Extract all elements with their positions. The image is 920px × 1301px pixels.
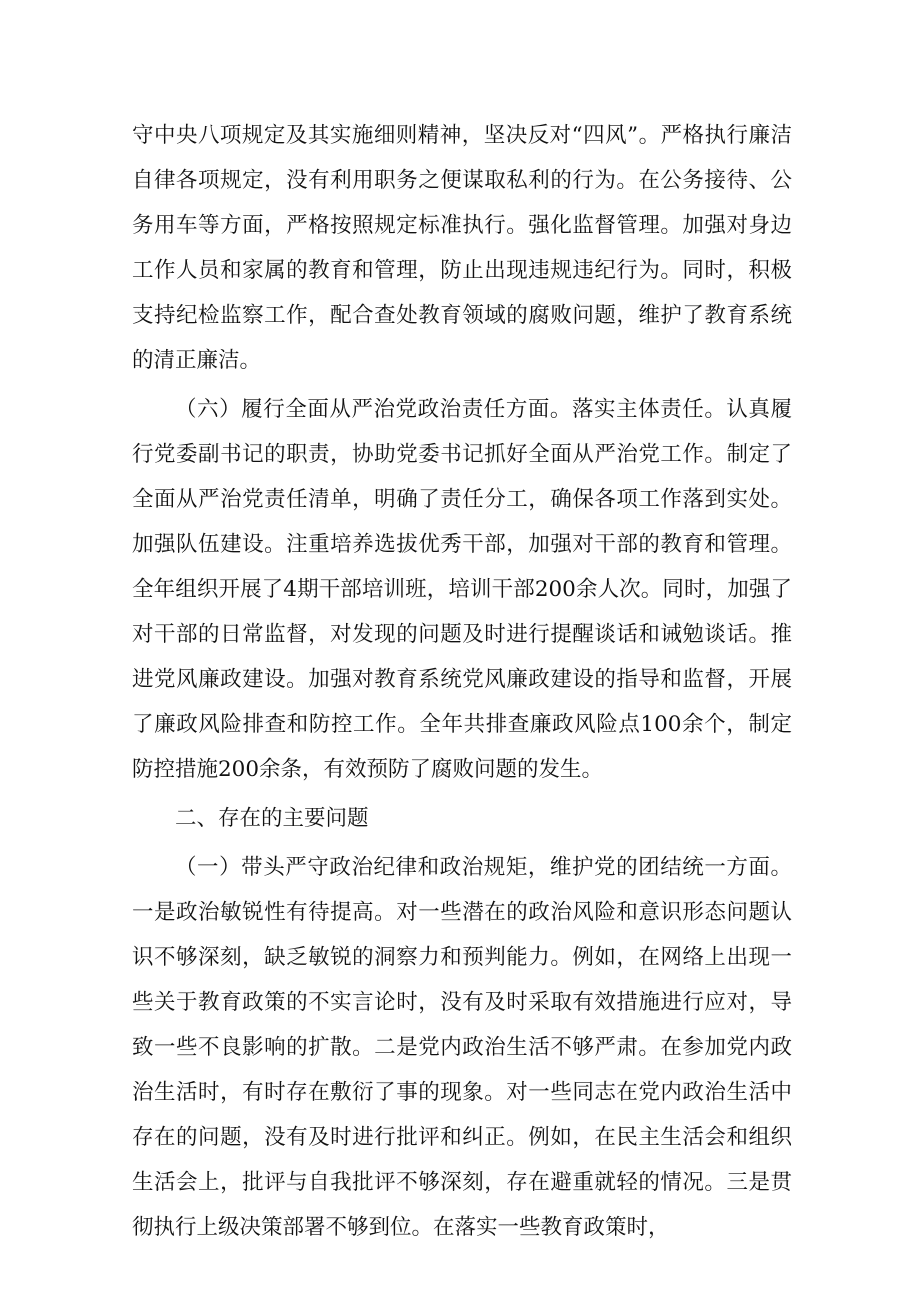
paragraph-problem-one: （一）带头严守政治纪律和政治规矩，维护党的团结统一方面。一是政治敏锐性有待提高。对一些潜在的政治风险和意识形态问题认识不够深刻，缺乏敏锐的洞察力和预判能力。例如，在网络上出现一些关于教育政策的不实言论时，没有及时采取有效措施进行应对，导致一些不良影响的扩散。二是党内政治生活不够严肃。在参加党内政治生活时，有时存在敷衍了事的现象。对一些同志在党内政治生活中存在的问题，没有及时进行批评和纠正。例如，在民主生活会和组织生活会上，批评与自我批评不够深刻，存在避重就轻的情况。三是贯彻执行上级决策部署不够到位。在落实一些教育政策时，: [132, 855, 792, 1240]
document-body: [132, 113, 792, 1254]
paragraph-continuation: 守中央八项规定及其实施细则精神，坚决反对“四风”。严格执行廉洁自律各项规定，没有利用职务之便谋取私利的行为。在公务接待、公务用车等方面，严格按照规定标准执行。强化监督管理。加强对身边工作人员和家属的教育和管理，防止出现违规违纪行为。同时，积极支持纪检监察工作，配合查处教育领域的腐败问题，维护了教育系统的清正廉洁。: [132, 123, 792, 373]
section-heading-main-problems: 二、存在的主要问题: [175, 806, 369, 831]
paragraph-section-six: （六）履行全面从严治党政治责任方面。落实主体责任。认真履行党委副书记的职责，协助党委书记抓好全面从严治党工作。制定了全面从严治党责任清单，明确了责任分工，确保各项工作落到实处。加强队伍建设。注重培养选拔优秀干部，加强对干部的教育和管理。全年组织开展了4期干部培训班，培训干部200余人次。同时，加强了对干部的日常监督，对发现的问题及时进行提醒谈话和诫勉谈话。推进党风廉政建设。加强对教育系统党风廉政建设的指导和监督，开展了廉政风险排查和防控工作。全年共排查廉政风险点100余个，制定防控措施200余条，有效预防了腐败问题的发生。: [132, 397, 792, 782]
